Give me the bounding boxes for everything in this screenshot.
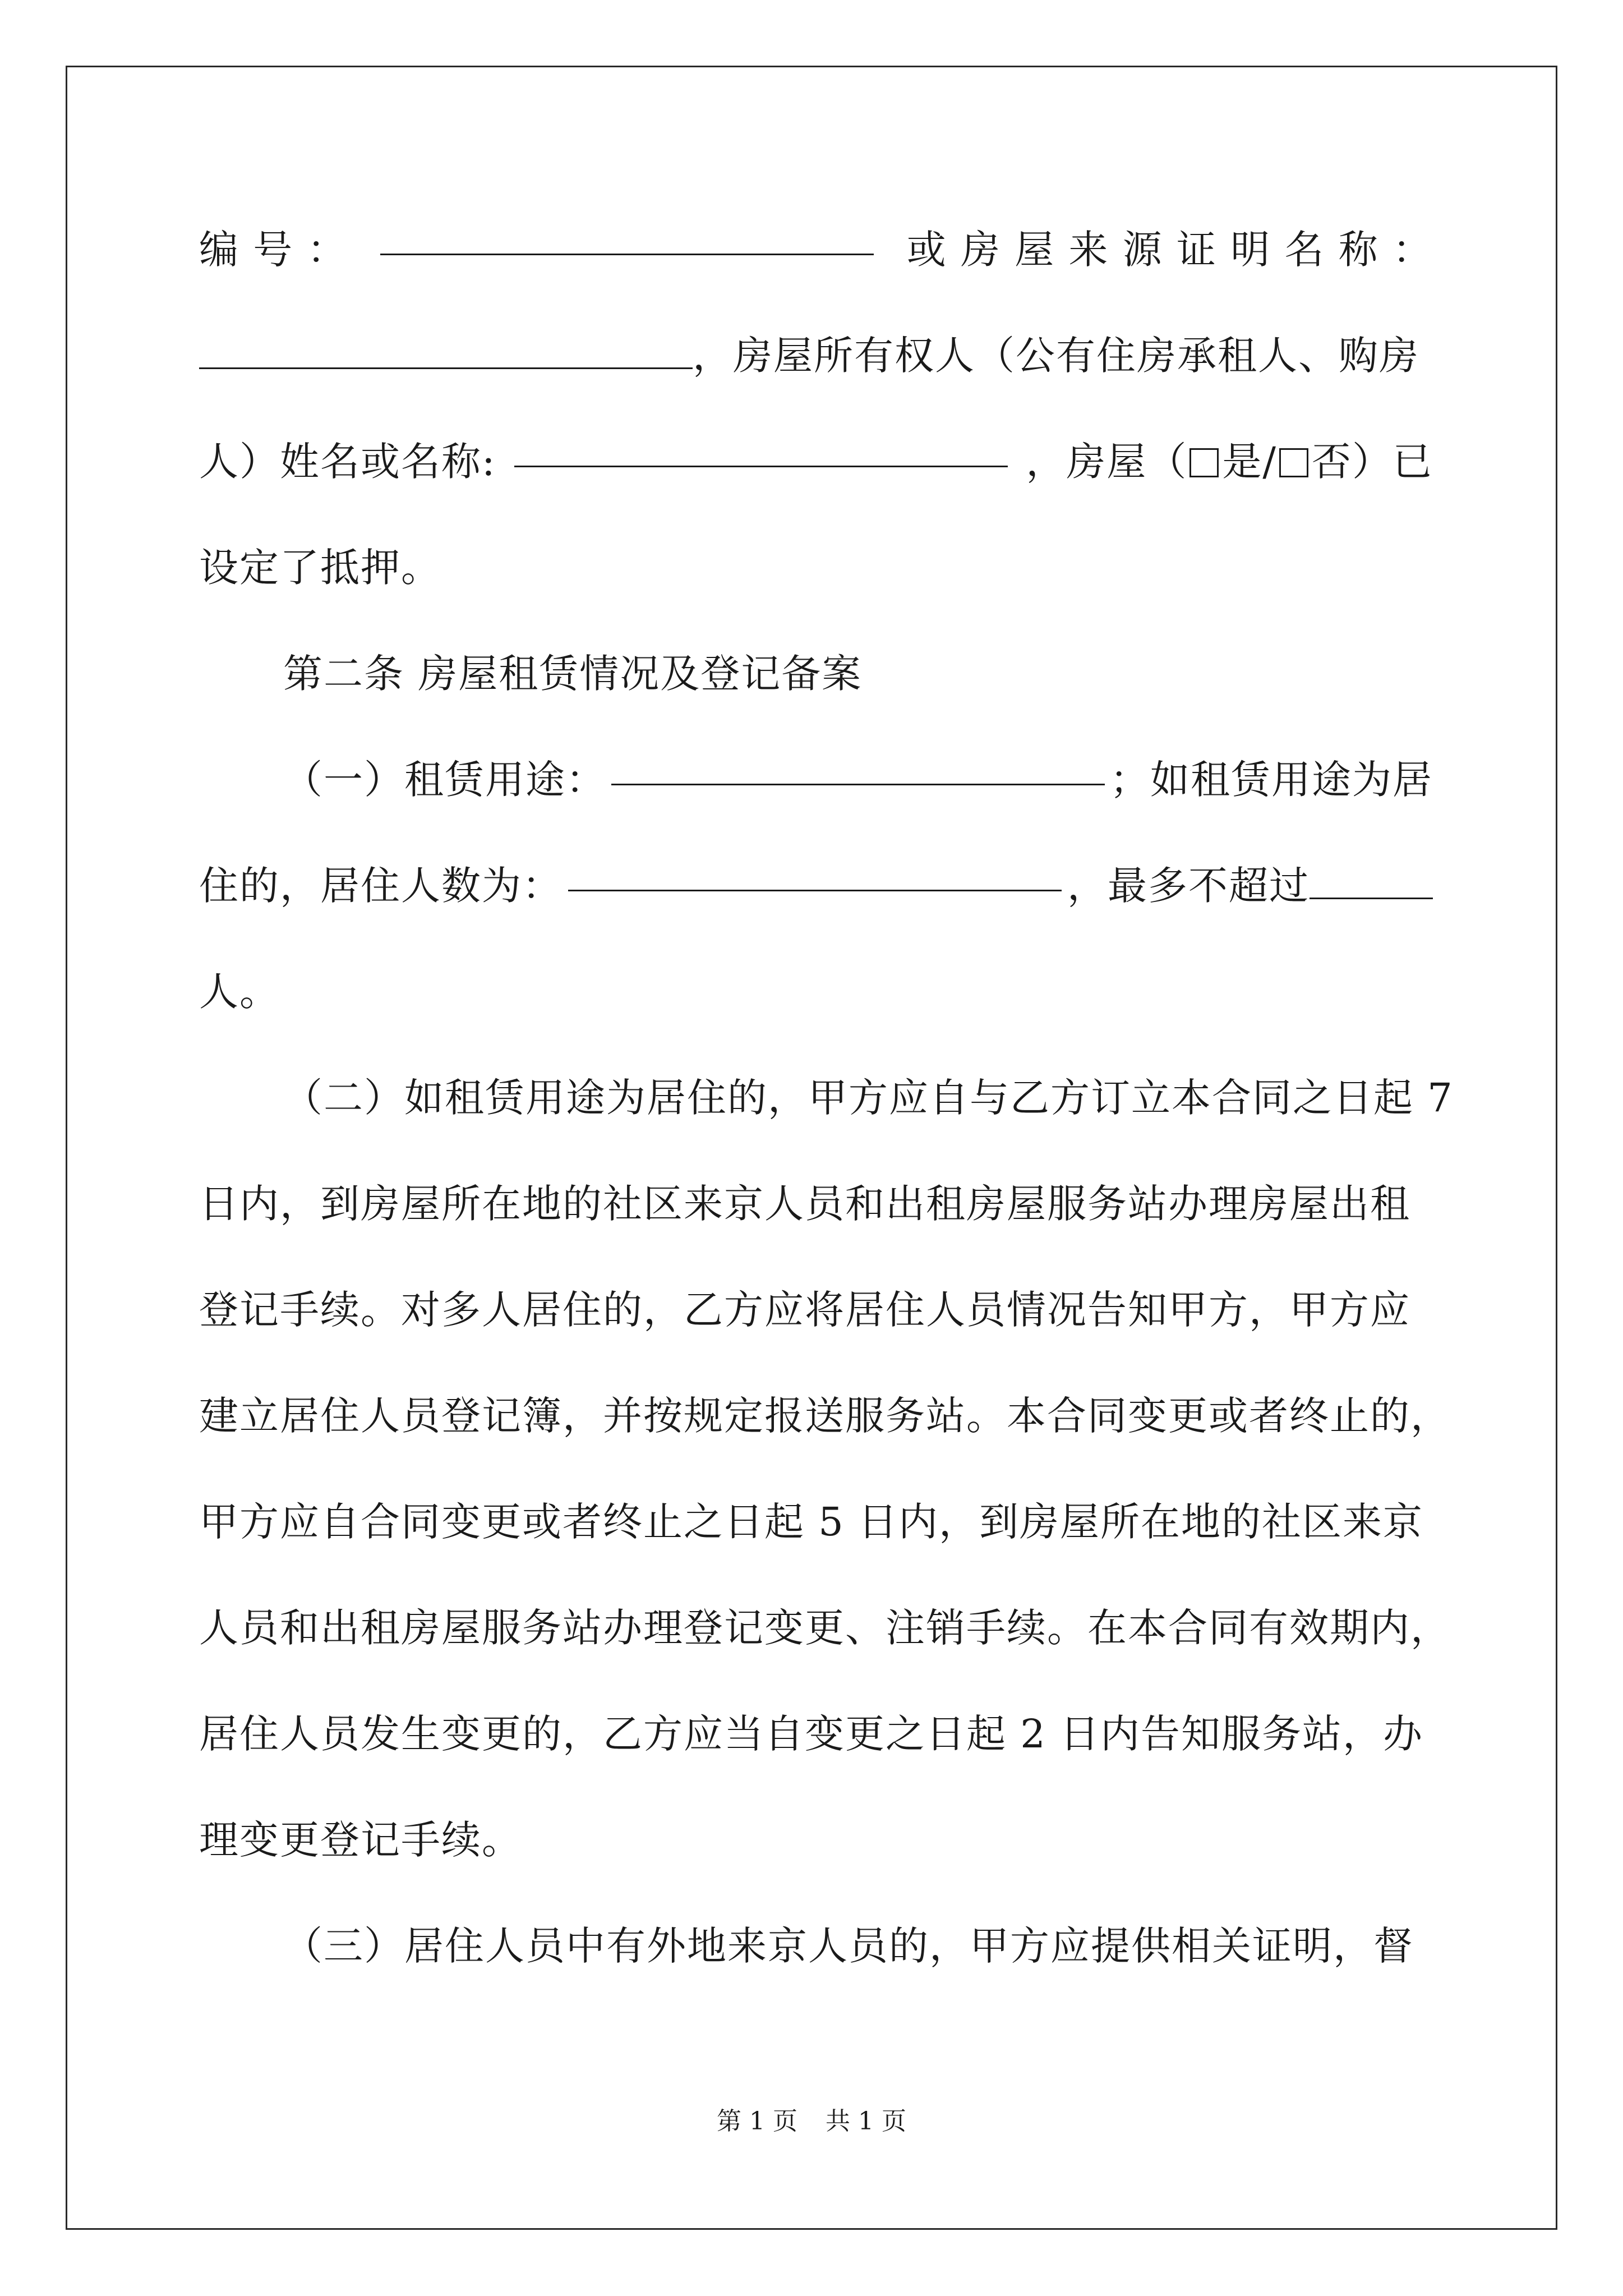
mortgage-question: [1026, 431, 1433, 537]
mortgage-yes-label: 是/: [1222, 439, 1277, 485]
max-occupants-label: ，最多不超过: [1067, 863, 1310, 909]
usage-suffix: ；如租赁用途为居: [1110, 757, 1433, 803]
source-certificate-blank[interactable]: [199, 333, 693, 369]
line-owner-name: [199, 431, 1433, 537]
clause-2-line-5: 甲方应自合同变更或者终止之日起 5 日内，到房屋所在地的社区来京: [199, 1499, 1424, 1545]
occupants-label: 住的，居住人数为：: [199, 863, 562, 909]
max-occupants-blank[interactable]: [1310, 863, 1433, 899]
clause-2-line-7: 居住人员发生变更的，乙方应当自变更之日起 2 日内告知服务站，办: [199, 1711, 1424, 1757]
mortgage-label: ，房屋（: [1026, 439, 1188, 485]
clause-2-line-1: （二）如租赁用途为居住的，甲方应自与乙方订立本合同之日起 7: [283, 1075, 1454, 1121]
max-occupants: [1067, 855, 1433, 961]
number-label: 编 号 ：: [199, 227, 348, 273]
clause-1-line-1: [199, 749, 1433, 855]
clause-3-line-1: （三）居住人员中有外地来京人员的，甲方应提供相关证明，督: [283, 1923, 1414, 1969]
owner-label: ，房屋所有权人（公有住房承租人、购房: [693, 333, 1419, 379]
clause-2-line-2: 日内，到房屋所在地的社区来京人员和出租房屋服务站办理房屋出租: [199, 1181, 1410, 1227]
line-number-field: [199, 219, 1433, 325]
document-body: [199, 219, 1454, 2021]
article-2-heading: 第二条 房屋租赁情况及登记备案: [283, 651, 863, 697]
usage-label: （一）租赁用途：: [283, 757, 606, 803]
number-blank[interactable]: [380, 219, 874, 255]
occupants-blank[interactable]: [568, 855, 1062, 891]
mortgage-yes-checkbox[interactable]: [1189, 448, 1219, 477]
clause-1-line-3: 人。: [199, 969, 280, 1015]
clause-1-line-2: [199, 855, 1433, 961]
owner-name-blank[interactable]: [514, 431, 1008, 467]
page-footer: [0, 2101, 1623, 2137]
owner-name-label: 人）姓名或名称:: [199, 439, 496, 485]
page-total: 共 1 页: [826, 2107, 906, 2136]
clause-2-line-6: 人员和出租房屋服务站办理登记变更、注销手续。在本合同有效期内，: [199, 1605, 1451, 1651]
clause-2-line-8: 理变更登记手续。: [199, 1817, 522, 1863]
page-number: 第 1 页: [717, 2107, 797, 2136]
clause-2-line-3: 登记手续。对多人居住的，乙方应将居住人员情况告知甲方，甲方应: [199, 1287, 1410, 1333]
mortgage-no-checkbox[interactable]: [1279, 448, 1308, 477]
clause-2-line-4: 建立居住人员登记簿，并按规定报送服务站。本合同变更或者终止的，: [199, 1393, 1451, 1439]
usage-blank[interactable]: [611, 749, 1105, 785]
mortgage-no-label: 否）已: [1312, 439, 1433, 485]
source-certificate-label: 或 房 屋 来 源 证 明 名 称 ：: [906, 227, 1433, 273]
line-owner: [199, 325, 1433, 431]
line-mortgage-end: 设定了抵押。: [199, 545, 441, 591]
